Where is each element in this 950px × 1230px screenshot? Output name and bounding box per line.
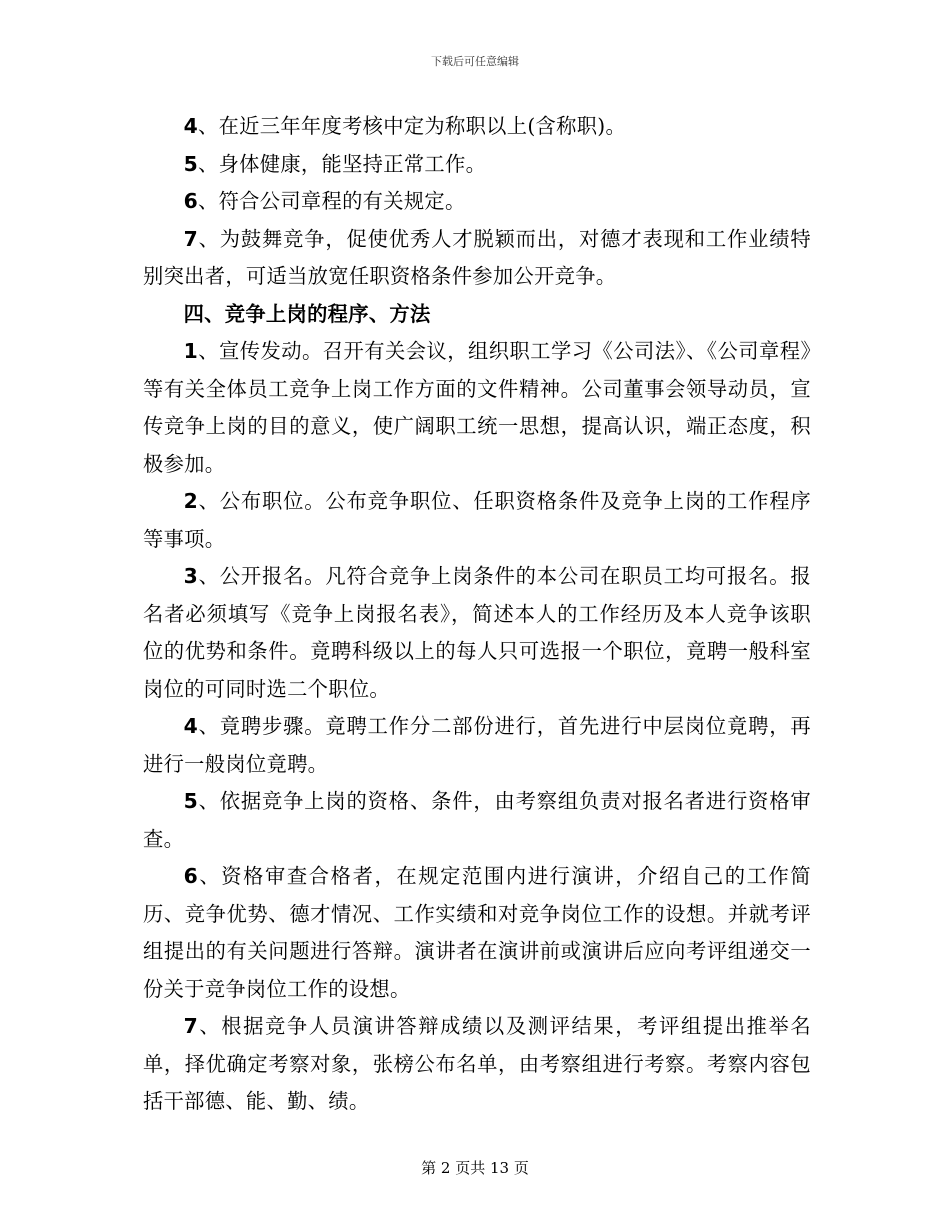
step-item-4 xyxy=(143,708,811,783)
item-number: 5 xyxy=(183,151,199,176)
step-text: 、根据竞争人员演讲答辩成绩以及测评结果，考评组提出推举名单，择优确定考察对象，张榜公布名单，由考察组进行考察。考察内容包括干部德、能、勤、绩。 xyxy=(143,1014,811,1113)
step-text: 、公布职位。公布竞争职位、任职资格条件及竞争上岗的工作程序等事项。 xyxy=(143,489,811,551)
step-text: 、依据竞争上岗的资格、条件，由考察组负责对报名者进行资格审查。 xyxy=(143,789,811,851)
item-text: 、符合公司章程的有关规定。 xyxy=(198,189,466,213)
step-item-1 xyxy=(143,333,811,483)
step-text: 、资格审查合格者，在规定范围内进行演讲，介绍自己的工作简历、竞争优势、德才情况、工作实绩和对竞争岗位工作的设想。并就考评组提出的有关问题进行答辩。演讲者在演讲前或演讲后应向考评组递交一份关于竞争岗位工作的设想。 xyxy=(143,864,811,1001)
step-number: 1 xyxy=(183,339,199,363)
step-number: 6 xyxy=(183,864,199,888)
step-item-3 xyxy=(143,558,811,708)
header-note: 下载后可任意编辑 xyxy=(431,55,519,68)
item-number: 6 xyxy=(183,189,199,213)
step-number: 4 xyxy=(183,714,199,738)
step-item-7 xyxy=(143,1008,811,1121)
item-number: 7 xyxy=(183,226,199,251)
step-text: 、公开报名。凡符合竞争上岗条件的本公司在职员工均可报名。报名者必须填写《竞争上岗报名表》，简述本人的工作经历及本人竞争该职位的优势和条件。竟聘科级以上的每人只可选报一个职位，竟聘一般科室岗位的可同时选二个职位。 xyxy=(143,564,811,701)
step-number: 2 xyxy=(183,489,199,513)
condition-item-7 xyxy=(143,221,811,296)
step-text: 、竟聘步骤。竟聘工作分二部份进行，首先进行中层岗位竟聘，再进行一般岗位竟聘。 xyxy=(143,714,811,776)
section-heading: 四、竞争上岗的程序、方法 xyxy=(183,301,431,326)
document-body xyxy=(143,108,811,1121)
step-number: 7 xyxy=(183,1014,199,1038)
item-number: 4 xyxy=(183,114,199,138)
step-text: 、宣传发动。召开有关会议，组织职工学习《公司法》、《公司章程》等有关全体员工竞争上岗工作方面的文件精神。公司董事会领导动员，宣传竞争上岗的目的意义，使广阔职工统一思想，提高认识，端正态度，积极参加。 xyxy=(143,339,811,476)
step-number: 3 xyxy=(183,564,199,588)
condition-item-4 xyxy=(143,108,811,146)
item-text: 、为鼓舞竞争，促使优秀人才脱颖而出，对德才表现和工作业绩特别突出者，可适当放宽任职资格条件参加公开竞争。 xyxy=(143,226,811,288)
condition-item-6 xyxy=(143,183,811,221)
step-number: 5 xyxy=(183,789,199,813)
step-item-6 xyxy=(143,858,811,1008)
item-text: 、身体健康，能坚持正常工作。 xyxy=(198,151,487,176)
item-text: 、在近三年年度考核中定为称职以上(含称职)。 xyxy=(198,114,627,138)
step-item-5 xyxy=(143,783,811,858)
condition-item-5 xyxy=(143,146,811,184)
page-number-footer: 第 2 页共 13 页 xyxy=(421,1159,529,1177)
step-item-2 xyxy=(143,483,811,558)
